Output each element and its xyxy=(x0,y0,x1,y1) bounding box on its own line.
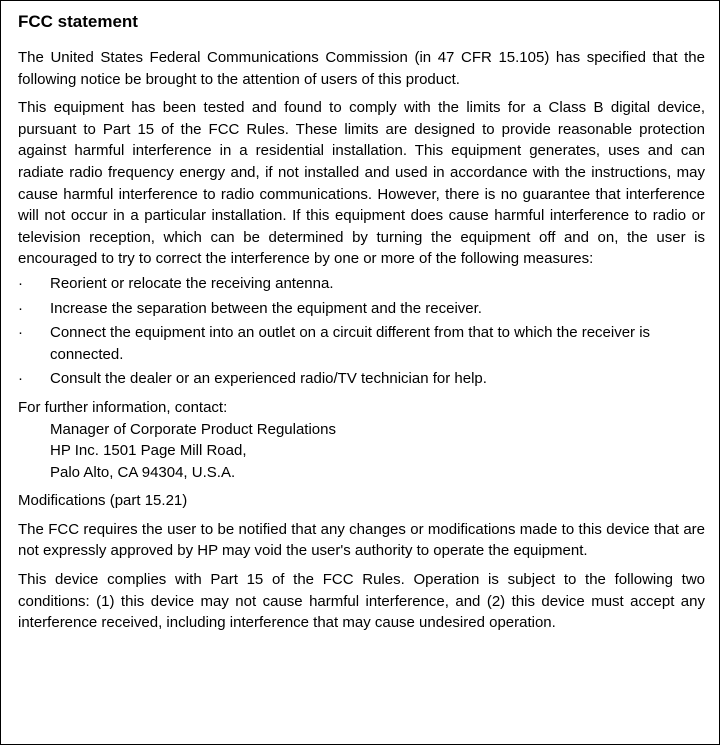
bullet-icon: · xyxy=(18,370,23,388)
modifications-heading: Modifications (part 15.21) xyxy=(18,492,188,510)
contact-line: HP Inc. 1501 Page Mill Road, xyxy=(50,442,247,460)
list-item xyxy=(18,322,705,365)
list-item-text: Connect the equipment into an outlet on a circuit different from that to which the receiver is connected. xyxy=(50,324,651,363)
intro-paragraph: The United States Federal Communications Commission (in 47 CFR 15.105) has specified that the following notice be brought to the attention of users of this product. xyxy=(18,49,705,88)
list-item-text: Consult the dealer or an experienced radio/TV technician for help. xyxy=(50,370,487,388)
compliance-paragraph: This equipment has been tested and found to comply with the limits for a Class B digital device, pursuant to Part 15 of the FCC Rules. These limits are designed to provide reasonable protection against harmful interference in a residential installation. This equipment generates, uses and can radiate radio frequency energy and, if not installed and used in accordance with the instructions, may cause harmful interference to radio communications. However, there is no guarantee that interference will not occur in a particular installation. If this equipment does cause harmful interference to radio or television reception, which can be determined by turning the equipment off and on, the user is encouraged to try to correct the interference by one or more of the following measures: xyxy=(18,99,705,268)
list-item-text: Reorient or relocate the receiving antenna. xyxy=(50,274,334,292)
contact-block xyxy=(18,397,705,483)
list-item xyxy=(18,298,705,320)
bullet-icon: · xyxy=(18,324,23,342)
bullet-icon: · xyxy=(18,274,23,292)
modifications-paragraph: The FCC requires the user to be notified that any changes or modifications made to this device that are not expressly approved by HP may void the user's authority to operate the equipment. xyxy=(18,520,705,560)
list-item-text: Increase the separation between the equipment and the receiver. xyxy=(50,299,482,317)
bullet-icon: · xyxy=(18,299,23,317)
document-content xyxy=(18,11,705,641)
list-item xyxy=(18,368,705,390)
contact-line: Palo Alto, CA 94304, U.S.A. xyxy=(50,463,236,481)
page-title: FCC statement xyxy=(18,12,138,31)
contact-line: Manager of Corporate Product Regulations xyxy=(50,420,336,438)
contact-heading: For further information, contact: xyxy=(18,398,228,416)
part15-paragraph: This device complies with Part 15 of the FCC Rules. Operation is subject to the following two conditions: (1) this device may not cause harmful interference, and (2) this device must accept any interference received, including interference that may cause undesired operation. xyxy=(18,571,705,632)
list-item xyxy=(18,273,705,295)
measures-list xyxy=(18,273,705,390)
